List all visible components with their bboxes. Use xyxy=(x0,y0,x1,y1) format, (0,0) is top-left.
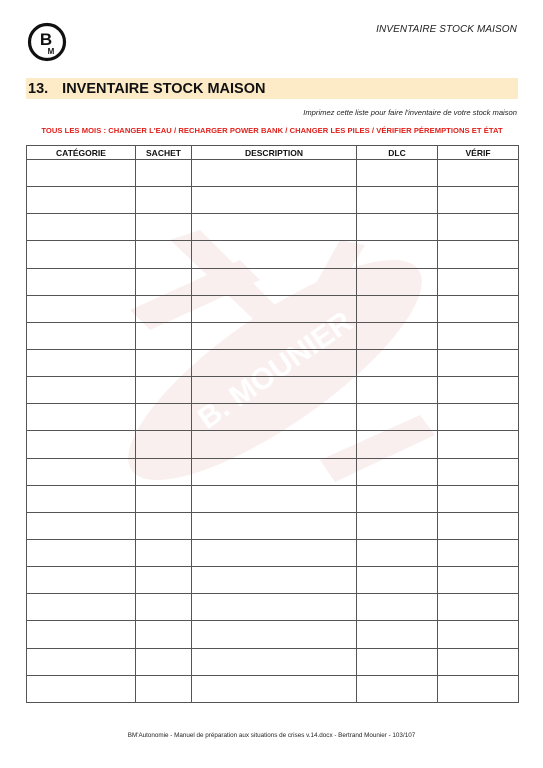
table-cell xyxy=(27,594,136,621)
table-row xyxy=(27,349,519,376)
table-cell xyxy=(27,404,136,431)
table-cell xyxy=(438,268,519,295)
table-cell xyxy=(357,377,438,404)
table-cell xyxy=(27,431,136,458)
table-cell xyxy=(27,485,136,512)
col-header-categorie: CATÉGORIE xyxy=(27,146,136,160)
table-cell xyxy=(136,567,192,594)
table-cell xyxy=(136,539,192,566)
col-header-verif: VÉRIF xyxy=(438,146,519,160)
svg-text:M: M xyxy=(47,47,55,56)
table-cell xyxy=(136,648,192,675)
table-cell xyxy=(27,377,136,404)
table-cell xyxy=(192,349,357,376)
table-cell xyxy=(357,295,438,322)
table-row xyxy=(27,567,519,594)
table-cell xyxy=(192,268,357,295)
table-cell xyxy=(438,567,519,594)
table-row xyxy=(27,377,519,404)
col-header-description: DESCRIPTION xyxy=(192,146,357,160)
table-cell xyxy=(438,431,519,458)
table-cell xyxy=(136,485,192,512)
table-cell xyxy=(27,187,136,214)
table-cell xyxy=(438,594,519,621)
table-cell xyxy=(357,268,438,295)
table-cell xyxy=(192,512,357,539)
table-cell xyxy=(357,349,438,376)
table-cell xyxy=(438,621,519,648)
table-cell xyxy=(27,214,136,241)
table-cell xyxy=(357,485,438,512)
table-cell xyxy=(192,485,357,512)
table-cell xyxy=(192,621,357,648)
table-cell xyxy=(192,458,357,485)
header-title: INVENTAIRE STOCK MAISON xyxy=(376,24,517,35)
table-cell xyxy=(357,214,438,241)
table-cell xyxy=(192,214,357,241)
table-cell xyxy=(438,295,519,322)
table-row xyxy=(27,268,519,295)
table-cell xyxy=(357,458,438,485)
table-cell xyxy=(192,431,357,458)
section-title: INVENTAIRE STOCK MAISON xyxy=(62,80,266,97)
table-cell xyxy=(136,458,192,485)
table-cell xyxy=(136,187,192,214)
page-footer: BM'Autonomie - Manuel de préparation aux situations de crises v.14.docx - Bertrand Mounier - 103/107 xyxy=(127,732,416,739)
table-cell xyxy=(192,295,357,322)
table-cell xyxy=(27,160,136,187)
table-cell xyxy=(136,594,192,621)
col-header-dlc: DLC xyxy=(357,146,438,160)
table-cell xyxy=(136,431,192,458)
monthly-reminder: TOUS LES MOIS : CHANGER L'EAU / RECHARGER POWER BANK / CHANGER LES PILES / VÉRIFIER PÉREMPTIONS ET ÉTAT xyxy=(41,126,503,135)
table-cell xyxy=(27,621,136,648)
table-cell xyxy=(136,214,192,241)
table-cell xyxy=(357,675,438,702)
table-row xyxy=(27,241,519,268)
table-cell xyxy=(438,512,519,539)
table-cell xyxy=(192,539,357,566)
table-cell xyxy=(438,160,519,187)
table-cell xyxy=(27,241,136,268)
print-instruction: Imprimez cette liste pour faire l'inventaire de votre stock maison xyxy=(303,108,517,117)
table-cell xyxy=(27,458,136,485)
table-cell xyxy=(192,160,357,187)
table-cell xyxy=(27,539,136,566)
section-heading xyxy=(26,78,518,99)
table-row xyxy=(27,512,519,539)
table-cell xyxy=(192,322,357,349)
table-cell xyxy=(192,648,357,675)
table-cell xyxy=(136,322,192,349)
table-cell xyxy=(136,512,192,539)
table-cell xyxy=(136,621,192,648)
table-cell xyxy=(357,187,438,214)
table-cell xyxy=(192,404,357,431)
svg-text:B: B xyxy=(39,30,53,49)
table-cell xyxy=(192,594,357,621)
table-body xyxy=(27,160,519,703)
watermark-text: B. MOUNIER xyxy=(192,305,359,436)
inventory-table xyxy=(26,145,519,703)
table-row xyxy=(27,404,519,431)
table-row xyxy=(27,539,519,566)
section-number: 13. xyxy=(28,80,49,97)
table-cell xyxy=(136,160,192,187)
table-cell xyxy=(438,349,519,376)
table-row xyxy=(27,214,519,241)
table-cell xyxy=(357,512,438,539)
table-cell xyxy=(357,539,438,566)
table-cell xyxy=(192,241,357,268)
table-cell xyxy=(27,567,136,594)
table-cell xyxy=(357,648,438,675)
table-cell xyxy=(27,322,136,349)
table-cell xyxy=(357,431,438,458)
table-cell xyxy=(136,377,192,404)
col-header-sachet: SACHET xyxy=(136,146,192,160)
table-cell xyxy=(136,675,192,702)
table-cell xyxy=(438,187,519,214)
table-cell xyxy=(438,648,519,675)
table-cell xyxy=(438,404,519,431)
table-cell xyxy=(192,675,357,702)
table-cell xyxy=(357,160,438,187)
table-row xyxy=(27,187,519,214)
table-row xyxy=(27,431,519,458)
table-row xyxy=(27,594,519,621)
table-cell xyxy=(136,241,192,268)
table-row xyxy=(27,295,519,322)
table-cell xyxy=(438,485,519,512)
table-cell xyxy=(357,621,438,648)
table-row xyxy=(27,160,519,187)
table-cell xyxy=(136,295,192,322)
table-cell xyxy=(438,322,519,349)
table-cell xyxy=(27,349,136,376)
table-cell xyxy=(27,675,136,702)
table-row xyxy=(27,485,519,512)
table-cell xyxy=(136,268,192,295)
table-cell xyxy=(357,241,438,268)
table-row xyxy=(27,621,519,648)
bm-logo-icon xyxy=(27,22,67,62)
table-cell xyxy=(136,404,192,431)
table-cell xyxy=(357,567,438,594)
table-cell xyxy=(192,567,357,594)
table-row xyxy=(27,322,519,349)
table-cell xyxy=(438,458,519,485)
table-row xyxy=(27,648,519,675)
table-cell xyxy=(357,594,438,621)
table-cell xyxy=(27,512,136,539)
table-cell xyxy=(27,268,136,295)
table-cell xyxy=(136,349,192,376)
table-header-row xyxy=(27,146,519,160)
table-row xyxy=(27,675,519,702)
table-cell xyxy=(357,322,438,349)
table-cell xyxy=(192,187,357,214)
table-cell xyxy=(192,377,357,404)
table-cell xyxy=(438,241,519,268)
table-row xyxy=(27,458,519,485)
table-cell xyxy=(438,675,519,702)
table-cell xyxy=(438,539,519,566)
table-cell xyxy=(438,214,519,241)
table-cell xyxy=(27,295,136,322)
table-cell xyxy=(357,404,438,431)
table-cell xyxy=(27,648,136,675)
table-cell xyxy=(438,377,519,404)
